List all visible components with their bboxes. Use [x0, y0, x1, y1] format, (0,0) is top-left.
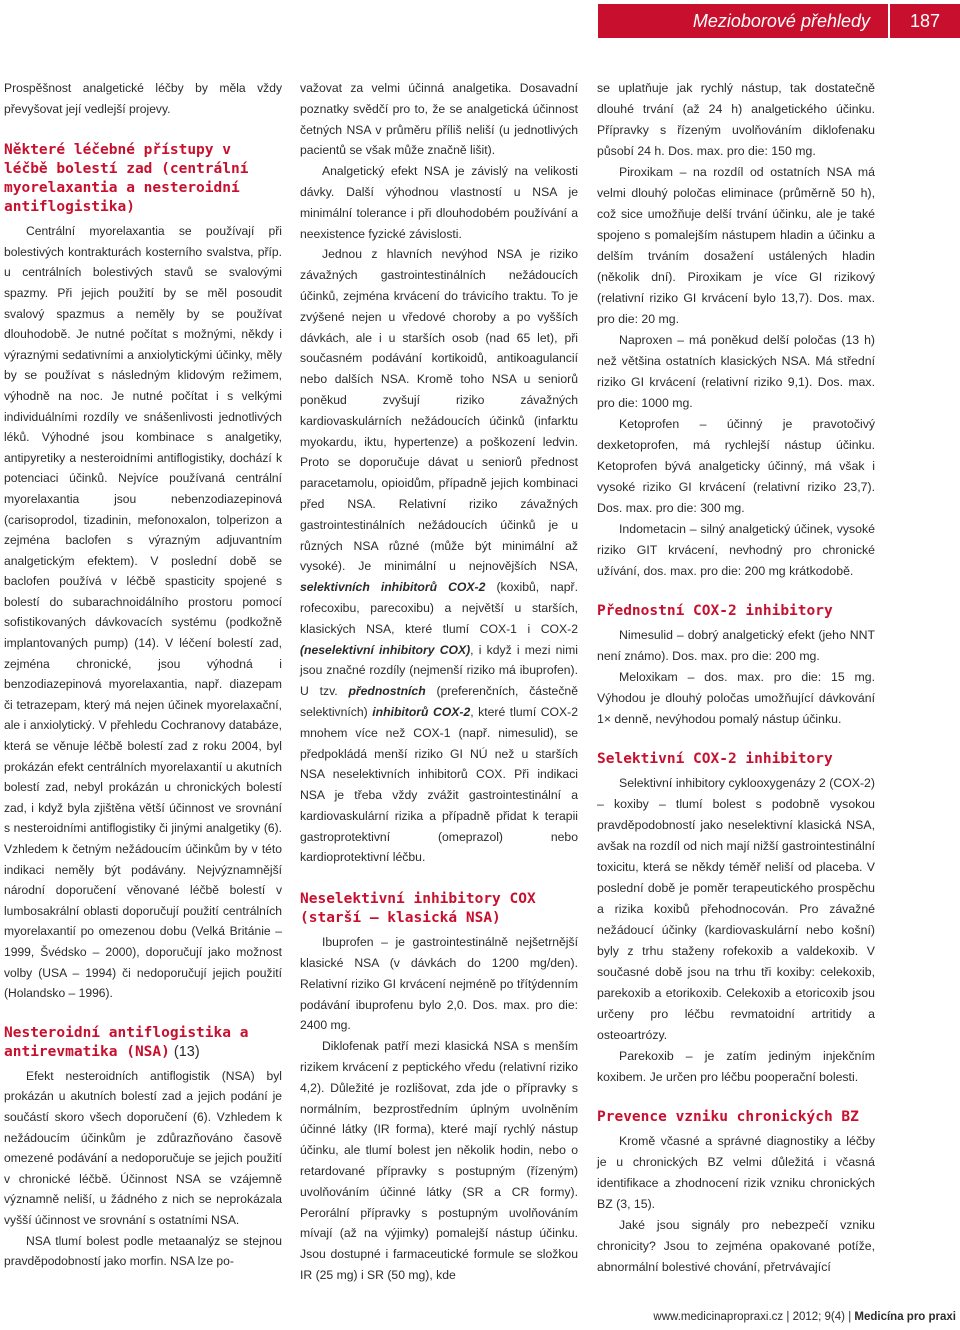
section-heading: Neselektivní inhibitory COX (starší – klasická NSA)	[300, 891, 536, 927]
emphasis: (neselektivní inhibitory COX)	[300, 642, 471, 657]
paragraph: Selektivní inhibitory cyklooxygenázy 2 (COX-2) – koxiby – tlumí bolest s podobně vysokou pravděpodobností jako neselektivní klasická NSA, avšak na rozdíl od nich mají nižší gastrointestinální toxicitu, která se někdy téměř neliší od placeba. V poslední době je poměr terapeutického prospěchu a rizika koxibů přehodnocován. Pro závažné nežádoucí účinky (kardiovaskulární nebo košní) byly z trhu staženy rofekoxib a valdekoxib. V současné době jsou na trhu tři koxiby: celekoxib, parekoxib a etorikoxib. Celekoxib a etoricoxib jsou určeny pro léčbu revmatoidní artritidy a osteoartrózy.	[597, 776, 875, 1042]
section-heading	[4, 1024, 282, 1062]
paragraph: Ketoprofen – účinný je pravotočivý dexketoprofen, má rychlejší nástup účinku. Ketoprofen bývá analgeticky účinný, má však i vysoké riziko GI krvácení (relativní riziko 23,7). Dos. max. pro die: 300 mg.	[597, 417, 875, 515]
page-number: 187	[888, 4, 960, 38]
paragraph: Nimesulid – dobrý analgetický efekt (jeho NNT není známo). Dos. max. pro die: 200 mg.	[597, 628, 875, 663]
section-heading: Selektivní COX-2 inhibitory	[597, 751, 833, 767]
emphasis: selektivních inhibitorů COX-2	[300, 580, 486, 595]
section-heading: Prevence vzniku chronických BZ	[597, 1109, 859, 1125]
paragraph: NSA tlumí bolest podle metaanalýz se stejnou pravděpodobností jako morfin. NSA lze po-	[4, 1233, 282, 1269]
footer-separator: |	[783, 1311, 793, 1323]
paragraph: Prospěšnost analgetické léčby by měla vždy převyšovat její vedlejší projevy.	[4, 81, 282, 116]
paragraph: Kromě včasné a správné diagnostiky a léčby je u chronických BZ velmi důležitá i včasná identifikace a zhodnocení rizik vzniku chronických BZ (3, 15).	[597, 1134, 875, 1211]
paragraph: se uplatňuje jak rychlý nástup, tak dostatečně dlouhé trvání (až 24 h) analgetického účinku. Přípravky s řízeným uvolňováním diklofenaku působí 24 h. Dos. max. pro die: 150 mg.	[597, 81, 875, 158]
paragraph: Ibuprofen – je gastrointestinálně nejšetrnější klasické NSA (v dávkách do 1200 mg/den). Relativní riziko GI krvácení nejméně po třítýdenním podávání ibuprofenu bylo 2,0. Dos. max. pro die: 2400 mg.	[300, 935, 578, 1033]
text-run: (preferenčních, částečně selektivních)	[300, 684, 578, 719]
page-footer	[510, 1311, 956, 1323]
text-run: , které tlumí COX-2 mnohem více než COX-1 (např. nimesulid), se předpokládá menší riziko GI NÚ než u starších NSA neselektivních inhibitorů COX. Při indikaci NSA je třeba vždy zvážit gastrointestinální a kardiovaskulární rizika a případně přidat k terapii gastroprotektivní (omeprazol) nebo kardioprotektivní léčbu.	[300, 704, 578, 865]
paragraph: Indometacin – silný analgetický účinek, vysoké riziko GIT krvácení, nevhodný pro chronické užívání, dos. max. pro die: 200 mg krátkodobě.	[597, 522, 875, 578]
footer-journal: Medicína pro praxi	[854, 1311, 956, 1323]
heading-text: Nesteroidní antiflogistika a antirevmatika (NSA)	[4, 1024, 249, 1060]
column-left	[4, 78, 282, 1272]
heading-reference: (13)	[169, 1043, 200, 1060]
paragraph: Analgetický efekt NSA je závislý na velikosti dávky. Další výhodnou vlastností u NSA je minimální tolerance i při dlouhodobém používání a neexistence fyzické závislosti.	[300, 164, 578, 241]
column-middle	[300, 78, 578, 1286]
emphasis: inhibitorů COX-2	[372, 704, 471, 719]
column-right	[597, 78, 875, 1278]
section-title: Mezioborové přehledy	[692, 10, 870, 31]
text-run: Jednou z hlavních nevýhod NSA je riziko závažných gastrointestinálních nežádoucích účinků, zejména krvácení do trávicího traktu. To je zvýšené nejen u vředové choroby a po vyšších dávkách, ale i u starších osob (nad 65 let), při současném podávání kortikoidů, antikoagulancií nebo dalších NSA. Kromě toho NSA u seniorů poněkud zvyšují riziko závažných kardiovaskulárních nežádoucích účinků (infarktu myokardu, iktu, hypertenze) a poškození ledvin. Proto se doporučuje dávat u seniorů přednost paracetamolu, opioidům, případně jejich kombinaci před NSA. Relativní riziko závažných gastrointestinálních nežádoucích účinků je u různých NSA různé (může být minimální až vysoké). Je minimální u nejnovějších NSA,	[300, 247, 578, 574]
section-heading: Některé léčebné přístupy v léčbě bolestí zad (centrální myorelaxantia a nesteroidní antiflogistika)	[4, 142, 249, 216]
paragraph: Jaké jsou signály pro nebezpečí vzniku chronicity? Jsou to zejména opakované potíže, abnormální bolestivé chování, přetrvávající	[597, 1218, 875, 1274]
paragraph: Parekoxib – je zatím jediným injekčním koxibem. Je určen pro léčbu pooperační bolesti.	[597, 1049, 875, 1084]
paragraph	[300, 244, 578, 868]
text-run: (koxibů, např. rofecoxibu, parecoxibu) a největší u starších, klasických NSA, které tlumí COX-1 i COX-2	[300, 580, 578, 636]
emphasis: přednostních	[348, 684, 426, 699]
footer-issue: 2012; 9(4)	[792, 1311, 845, 1323]
paragraph: Naproxen – má poněkud delší poločas (13 h) než většina ostatních klasických NSA. Má střední riziko GI krvácení (relativní riziko 9,1). Dos. max. pro die: 1000 mg.	[597, 333, 875, 410]
paragraph: Efekt nesteroidních antiflogistik (NSA) byl prokázán u akutních bolestí zad a jejich podání je součástí skoro všech doporučení (6). Vzhledem k nežádoucím účinkům je zdůrazňováno časově omezené podávání a nedoporučuje se jejich použití v chronické léčbě. Účinnost NSA se vzájemně významně neliší, u žádného z nich se neprokázala vyšší účinnost ve srovnání s ostatními NSA.	[4, 1068, 282, 1227]
text-run: , i když i mezi nimi jsou značné rozdíly (nejmenší riziko má ibuprofen). U tzv.	[300, 642, 578, 699]
paragraph: Piroxikam – na rozdíl od ostatních NSA má velmi dlouhý poločas eliminace (průměrně 50 h), což sice umožňuje delší trvání účinku, ale je také spojeno s pomalejším nástupem hladin a účinku a delším trváním dosažení ustálených hladin (několik dní). Piroxikam je více GI rizikový (relativní riziko GI krvácení bylo 13,7). Dos. max. pro die: 20 mg.	[597, 165, 875, 326]
paragraph: važovat za velmi účinná analgetika. Dosavadní poznatky svědčí pro to, že se analgetická účinnost četných NSA v průměru příliš neliší (u jednotlivých pacientů se však může značně lišit).	[300, 81, 578, 158]
paragraph: Meloxikam – dos. max. pro die: 15 mg. Výhodou je dlouhý poločas umožňující dávkování 1× denně, nevýhodou pomalý nástup účinku.	[597, 670, 875, 726]
paragraph: Diklofenak patří mezi klasická NSA s menším rizikem krvácení z peptického vředu (relativní riziko 4,2). Důležité je rozlišovat, zda jde o přípravky s normálním, bezprostředním úplným uvolněním účinné látky (IR forma), které mají rychlý nástup účinku, ale tlumí bolest jen několik hodin, nebo o retardované přípravky s postupným (řízeným) uvolňováním účinné látky (SR a CR formy). Perorální přípravky s postupným uvolňováním mívají (až na výjimky) pomalejší nástup účinku. Jsou dostupné i farmaceutické formule se složkou IR (25 mg) i SR (50 mg), kde	[300, 1039, 578, 1283]
running-header	[598, 4, 960, 38]
footer-separator: |	[845, 1311, 855, 1323]
section-heading: Přednostní COX-2 inhibitory	[597, 603, 833, 619]
paragraph: Centrální myorelaxantia se používají při bolestivých kontrakturách kosterního svalstva, příp. u centrálních bolestivých stavů se svalovými spazmy. Při jejich použití by se měl posoudit svalový spazmus a neměly by se používat dlouhodobě. Je nutné počítat s možnými, někdy i výraznými sedativními a anxiolytickými účinky, měly by se používat s následným klidovým režimem, výhodně na noc. Je nutné počítat i s velkými individuálními rozdíly ve snášenlivosti jednotlivých léků. Výhodné jsou kombinace s analgetiky, antipyretiky a nesteroidními antiflogistiky, dochází k potenciaci účinků. Nejvíce používaná centrální myorelaxantia jsou nebenzodiazepinová (carisoprodol, tizadinin, mefonoxalon, tolperizon a zejména baclofen s výrazným adjuvantním analgetickým efektem). V poslední době se baclofen používá v léčbě spasticity spojené s bolestí do subarachnoidálního prostoru pomocí sofistikovaných dávkovacích systému (podkožně implantovaných pump) (14). V léčení bolestí zad, zejména chronické, jsou výhodná i benzodiazepinová myorelaxantia, např. diazepam či tetrazepam, který má nejen účinek myorelaxační, ale i anxiolytický. V přehledu Cochranovy databáze, která se věnuje léčbě bolestí zad z roku 2004, byl prokázán efekt centrálních myorelaxantií u akutních bolestí zad, nebyl prokázán u chronických bolestí zad, i když byla zjištěna větší účinnost ve srovnání s nesteroidními antiflogistiky či jinými analgetiky (6). Vzhledem k četným nežádoucím účinkům by v této indikaci neměly být podávány. Nejvýznamnější národní doporučení věnované léčbě bolestí v lumbosakrální oblasti doporučují použití centrálních myorelaxantií po omezenou dobu (Velká Británie – 1999, Švédsko – 2000), doporučují jako možnost volby (USA – 1994) či nedoporučují jejich použití (Holandsko – 1996).	[4, 224, 282, 1001]
footer-url[interactable]: www.medicinapropraxi.cz	[653, 1311, 784, 1323]
